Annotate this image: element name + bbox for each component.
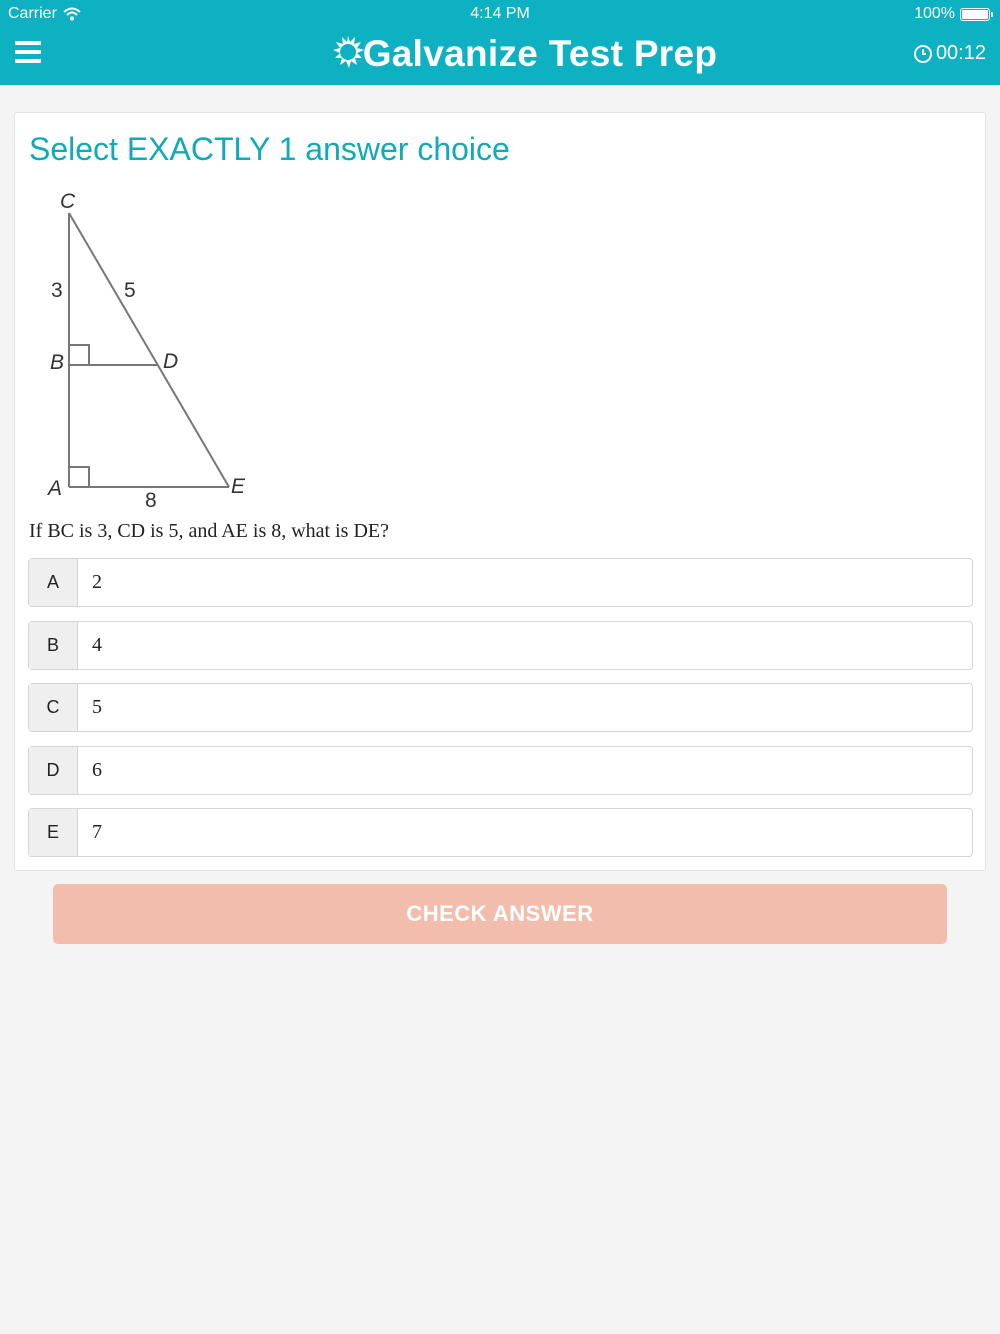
carrier-label: Carrier bbox=[8, 5, 57, 22]
option-value: 2 bbox=[92, 571, 102, 593]
status-battery bbox=[914, 5, 990, 23]
option-a[interactable] bbox=[28, 558, 973, 607]
option-e[interactable] bbox=[28, 808, 973, 857]
option-value: 5 bbox=[92, 696, 102, 718]
battery-icon bbox=[960, 8, 990, 21]
segment-cd-label: 5 bbox=[124, 279, 136, 302]
app-header bbox=[0, 0, 1000, 85]
galvanize-logo-icon bbox=[331, 30, 365, 78]
question-prompt: If BC is 3, CD is 5, and AE is 8, what is DE? bbox=[29, 520, 389, 542]
option-letter: D bbox=[29, 747, 78, 794]
option-value: 7 bbox=[92, 821, 102, 843]
point-c-label: C bbox=[60, 190, 76, 213]
option-letter: B bbox=[29, 622, 78, 669]
check-answer-button[interactable]: CHECK ANSWER bbox=[53, 884, 947, 944]
app-title: Galvanize Test Prep bbox=[362, 33, 718, 74]
answer-options bbox=[28, 558, 973, 871]
option-value: 6 bbox=[92, 758, 102, 781]
status-time: 4:14 PM bbox=[470, 5, 530, 22]
option-letter: E bbox=[29, 809, 78, 856]
point-d-label: D bbox=[163, 350, 179, 373]
option-c[interactable] bbox=[28, 683, 973, 732]
triangle-figure bbox=[29, 185, 246, 512]
instruction-heading: Select EXACTLY 1 answer choice bbox=[29, 131, 510, 167]
option-value: 4 bbox=[92, 633, 102, 656]
point-b-label: B bbox=[50, 351, 65, 374]
option-d[interactable] bbox=[28, 746, 973, 795]
battery-percent: 100% bbox=[914, 5, 955, 22]
segment-ae-label: 8 bbox=[145, 489, 157, 512]
app-brand bbox=[0, 30, 1000, 78]
point-a-label: A bbox=[48, 477, 63, 500]
option-letter: A bbox=[29, 559, 78, 606]
question-card bbox=[14, 112, 986, 871]
segment-bc-label: 3 bbox=[51, 279, 63, 302]
timer bbox=[913, 42, 986, 65]
point-e-label: E bbox=[231, 475, 246, 498]
option-letter: C bbox=[29, 684, 78, 731]
clock-icon bbox=[913, 44, 933, 64]
timer-value: 00:12 bbox=[935, 42, 986, 64]
option-b[interactable] bbox=[28, 621, 973, 670]
